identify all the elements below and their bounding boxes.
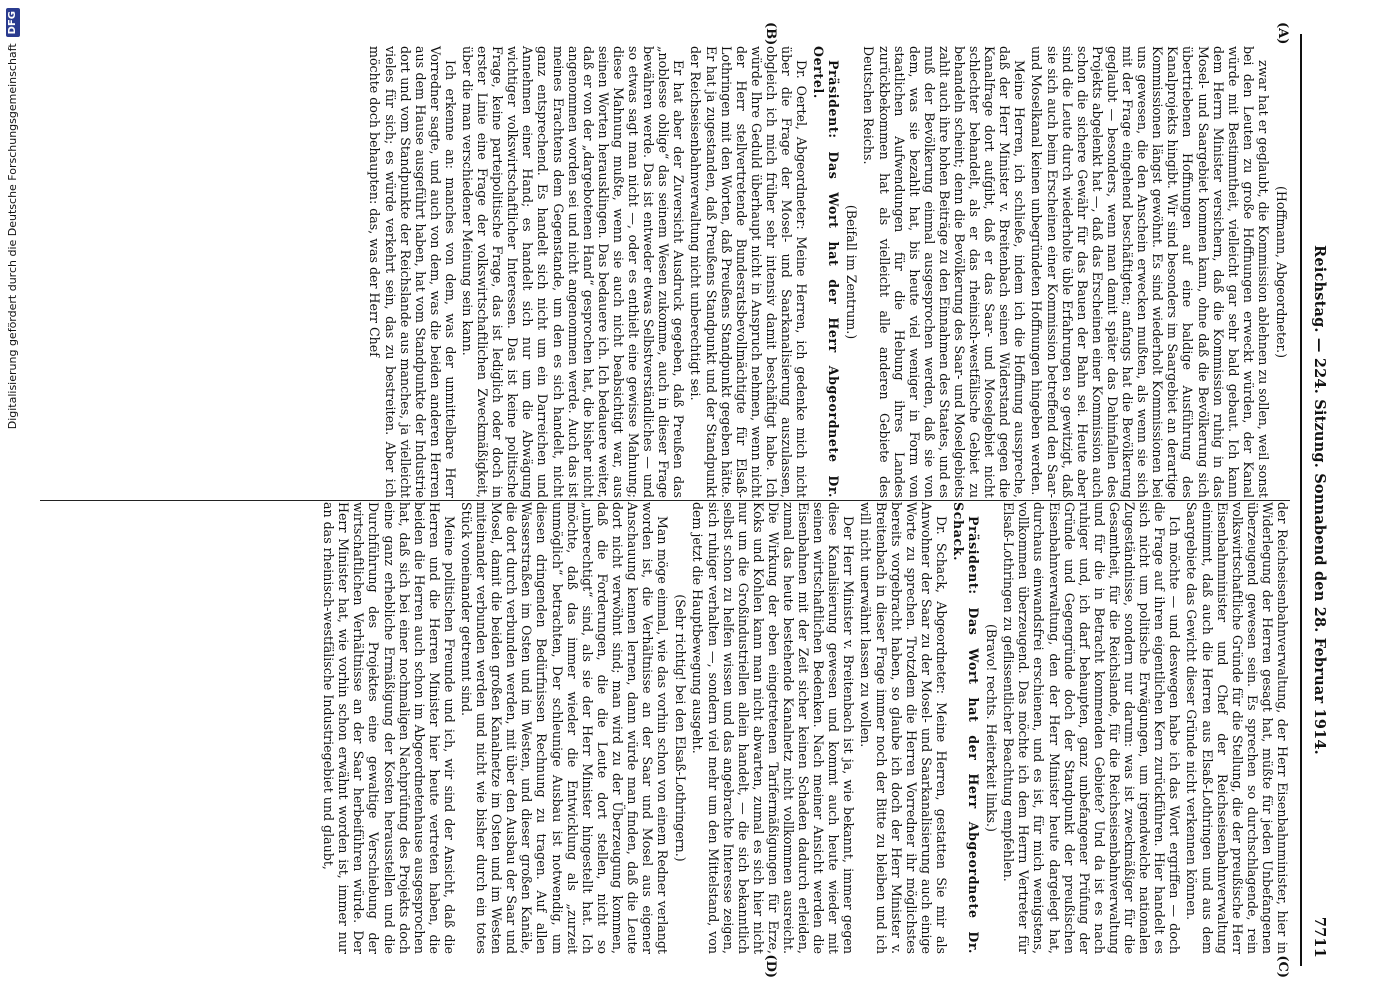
- audience-reaction: (Sehr richtig! bei den Elsaß-Lothringern.): [673, 594, 689, 862]
- paragraph: Dr. Schack, Abgeordneter: Meine Herren, gestatten Sie mir als Anwohner der Saar zu der Mosel- und Saarkanalisierung auch einige Worte zu sprechen. Trotzdem die Herren Vorredner ihr möglichstes bereits vorgebracht haben, so glaube ich doch der Herr Minister v. Breitenbach in dieser Frage immer noch der Bitte zu bleiben und ich will nicht unerwähnt lassen zu wollen.: [858, 502, 949, 954]
- right-column: [40, 502, 1290, 978]
- paragraph: Der Herr Minister v. Breitenbach ist ja, wie bekannt, immer gegen diese Kanalisierung gewesen und kommt auch heute wieder mit seinen wirtschaftlichen Bedenken. Nach meiner Ansicht werden die Eisenbahnen mit der Zeit sicher keinen Schaden dadurch erleiden, zumal das heute bestehende Kanalnetz nicht vollkommen ausreicht. Die Wirkung der eben eingetretenen Tarifermäßigungen für Erze, Koks und Kohlen kann man nicht abwarten, zumal es sich hier nicht nur um die Großindustriellen allein handelt, — die sich bekanntlich selbst schon zu helfen wissen und das angebrachte Interesse zeigen, sich ruhiger verhalten —, sondern viel mehr um den Mittelstand, von dem jetzt die Hauptbewegung ausgeht.: [690, 502, 857, 954]
- paragraph: Meine Herren, ich schließe, indem ich die Hoffnung ausspreche, daß der Herr Minister v. Breitenbach seinen Widerstand gegen die Kanalfrage dort aufgibt, daß er das Saar- und Moselgebiet nicht schlechter behandelt, als er das rheinisch-westfälische Gebiet zu behandeln scheint; denn die Bevölkerung des Saar- und Moselgebiets zahlt auch ihre hohen Beiträge zu den Einnahmen des Staates, und es muß der Bevölkerung einmal ausgesprochen werden, daß sie von dem, was sie bezahlt hat, bis heute viel weniger in Form von staatlichen Aufwendungen für die Hebung ihres Landes zurückbekommen hat als vielleicht alle anderen Gebiete des Deutschen Reichs.: [861, 46, 1028, 498]
- paragraph: Ich möchte — und deswegen habe ich das Wort ergriffen — doch die Frage auf ihren eigentlichen Kern zurückführen. Hier handelt es sich nicht um politische Erwägungen, um irgendwelche nationalen Zugeständnisse, sondern nur darum: was ist zweckmäßiger für die Gesamtheit, für die Reichslande, für die Reichseisenbahnverwaltung und für die in Betracht kommenden Gebiete? Und da ist es nach ruhiger und, ich darf behaupten, ganz unbefangener Prüfung der Gründe und Gegengründe doch der Standpunkt der preußischen Eisenbahnverwaltung, den der Herr Minister heute dargelegt hat, durchaus einwandsfrei erschienen, und es ist, für mich wenigstens, vollkommen überzeugend. Das möchte ich dem Herrn Vertreter für Elsaß-Lothringen zu geflissentlicher Beachtung empfehlen.: [1001, 502, 1183, 954]
- side-caption: [0, 0, 26, 1000]
- column-divider: [40, 500, 1290, 501]
- scanned-page-frame: [28, 0, 1350, 1000]
- speaker-intro: Präsident: Das Wort hat der Herr Abgeordnete Dr. Oertel.: [811, 46, 842, 498]
- speaker-intro: Präsident: Das Wort hat der Herr Abgeordnete Dr. Schack.: [951, 502, 982, 954]
- margin-marker-c: (C): [1275, 955, 1290, 978]
- paragraph: Ich erkenne an: manches von dem, was der unmittelbare Herr Vorredner sagte, und auch von dem, was die beiden anderen Herren aus dem Hause ausgeführt haben, hat vom Standpunkte der Industrie dort und vom Standpunkte der Reichslande aus manches, ja vielleicht vieles für sich; es würde verkehrt sein, das zu bestreiten. Aber ich möchte doch behaupten: das, was der Herr Chef: [367, 46, 458, 498]
- dfg-logo: DFG: [6, 8, 20, 37]
- digitization-credit: Digitalisierung gefördert durch die Deutsche Forschungsgemeinschaft: [6, 43, 19, 430]
- page-number: 7711: [1311, 916, 1328, 958]
- margin-marker-d: (D): [763, 954, 778, 978]
- text-columns: [40, 22, 1290, 978]
- audience-reaction: (Beifall im Zentrum.): [844, 204, 860, 340]
- margin-marker-a: (A): [1275, 22, 1290, 45]
- speaker-attribution: (Hoffmann, Abgeordneter.): [1274, 185, 1289, 359]
- paragraph: Man möge einmal, wie das vorhin schon von einem Redner verlangt worden ist, die Verhältnisse an der Saar und Mosel aus eigener Anschauung kennen lernen, dann würde man finden, daß die Leute dort nicht verwöhnt sind; man wird zu der Überzeugung kommen, daß die Forderungen, die die Leute dort stellen, nicht so „unberechtigt“ sind, als sie der Herr Minister hingestellt hat. Ich möchte, daß das immer wieder die Entwicklung als „zurzeit unmöglich“ betrachten, Der schleunige Ausbau ist notwendig, um diesen dringenden Bedürfnissen Rechnung zu tragen. Auf allen Wasserstraßen im Osten und im Westen, und dieser großen Kanäle, die dort durch verbunden werden, mit über den Ausbau der Saar und Mosel, damit die beiden großen Kanalnetze im Osten und im Westen miteinander verbunden werden und nicht wie bisher durch ein totes Stück voneinander getrennt sind.: [459, 502, 671, 954]
- paragraph: zwar hat er geglaubt, die Kommission ablehnen zu sollen, weil sonst bei den Leuten zu große Hoffnungen erweckt würden, der Kanal würde mit Bestimmtheit, vielleicht gar sehr bald gebaut. Ich kann dem Herrn Minister versichern, daß die Kommission ruhig in das Mosel- und Saargebiet kommen kann, ohne daß die Bevölkerung sich übertriebenen Hoffnungen auf eine baldige Ausführung des Kanalprojekts hingibt. Wir sind besonders im Saargebiet an derartige Kommissionen längst gewöhnt. Es sind wiederholt Kommissionen bei uns gewesen, die den Anschein erwecken mußten, als wenn sie sich mit der Frage eingehend beschäftigten; anfangs hat die Bevölkerung geglaubt — besonders, wenn man damit später das Dahinfallen des Projekts abgelenkt hat —, daß das Erscheinen einer Kommission auch schon die sichere Gewähr für das Bauen der Bahn sei. Heute aber sind die Leute durch wiederholte üble Erfahrungen so gewitzigt, daß sie sich auch beim Erscheinen einer Kommission betreffend den Saar- und Moselkanal keinen unbegründeten Hoffnungen hingeben werden.: [1029, 46, 1271, 498]
- paragraph: Meine politischen Freunde und ich, wir sind der Ansicht, daß die Herren und die Herren Minister hier heute vertreten haben, die beiden die Herren auch schon im Abgeordnetenhause ausgesprochen hat, daß sich bei einer nochmaligen Nachprüfung des Projekts doch eine ganz erhebliche Ermäßigung der Kosten herausstellen und die Durchführung des Projektes eine gewaltige Verschiebung der wirtschaftlichen Verhältnisse an der Saar herbeiführen würde. Der Herr Minister hat, wie vorhin schon erwähnt worden ist, immer nur an das rheinisch-westfälische Industriegebiet und glaubt,: [321, 502, 457, 954]
- left-column: [40, 22, 1290, 498]
- paragraph: der Reichseisenbahnverwaltung, der Herr Eisenbahnminister, hier in Widerlegung der Herren gesagt hat, müßte für jeden Unbefangenen überzeugend gewesen sein. Es sprechen so durchschlagende, rein volkswirtschaftliche Gründe für die Stellung, die der preußische Herr Eisenbahnminister und Chef der Reichseisenbahnverwaltung einnimmt, daß auch die Herren aus Elsaß-Lothringen und aus dem Saargebiete das Gewicht dieser Gründe nicht verkennen können.: [1184, 502, 1290, 954]
- newspaper-page: [28, 0, 1350, 1000]
- page-title: Reichstag. — 224. Sitzung. Sonnabend den 28. Februar 1914.: [1311, 245, 1328, 755]
- paragraph: Dr. Oertel, Abgeordneter: Meine Herren, ich gedenke mich nicht über die Frage der Mosel- und Saarkanalisierung auszulassen, obgleich ich mich früher sehr intensiv damit beschäftigt habe. Ich würde Ihre Geduld überhaupt nicht in Anspruch nehmen, wenn nicht der Herr stellvertretende Bundesratsbevollmächtigte für Elsaß-Lothringen mit den Worten, daß Preußens Standpunkt gegeben hätte. Er hat ja zugestanden, daß Preußens Standpunkt und der Standpunkt der Reichseisenbahnverwaltung nicht unberechtigt sei.: [688, 46, 810, 498]
- page-header: [1304, 34, 1328, 966]
- audience-reaction: (Bravo! rechts. Heiterkeit links.): [984, 624, 1000, 832]
- margin-marker-b: (B): [763, 22, 778, 46]
- paragraph: Er hat aber der Zuversicht Ausdruck gegeben, daß Preußen das „noblesse oblige“ das seinem Wesen zukomme, auch in dieser Frage bewähren werde. Das ist entweder etwas Selbstverständliches — und so etwas sagt man nicht —, oder es enthielt eine gewisse Mahnung; diese Mahnung mußte, wenn sie auch nicht beabsichtigt war, aus seinen Worten herausklingen. Das bedauere ich. Ich bedauere weiter, daß er von der „dargebotenen Hand“ gesprochen hat, die bisher nicht angenommen worden sei und nicht angenommen werde. Auch das ist meines Erachtens dem Gegenstande, um den es sich handelt, nicht ganz entsprechend. Es handelt sich nicht um ein Darreichen und Annehmen einer Hand; es handelt sich nur um die Abwägung wichtiger volkswirtschaftlicher Interessen. Das ist keine politische Frage, keine parteipolitische Frage, das ist lediglich oder doch in erster Linie eine Frage der volkswirtschaftlichen Zweckmäßigkeit, über die man verschiedener Meinung sein kann.: [460, 46, 687, 498]
- header-rule: [1300, 34, 1302, 966]
